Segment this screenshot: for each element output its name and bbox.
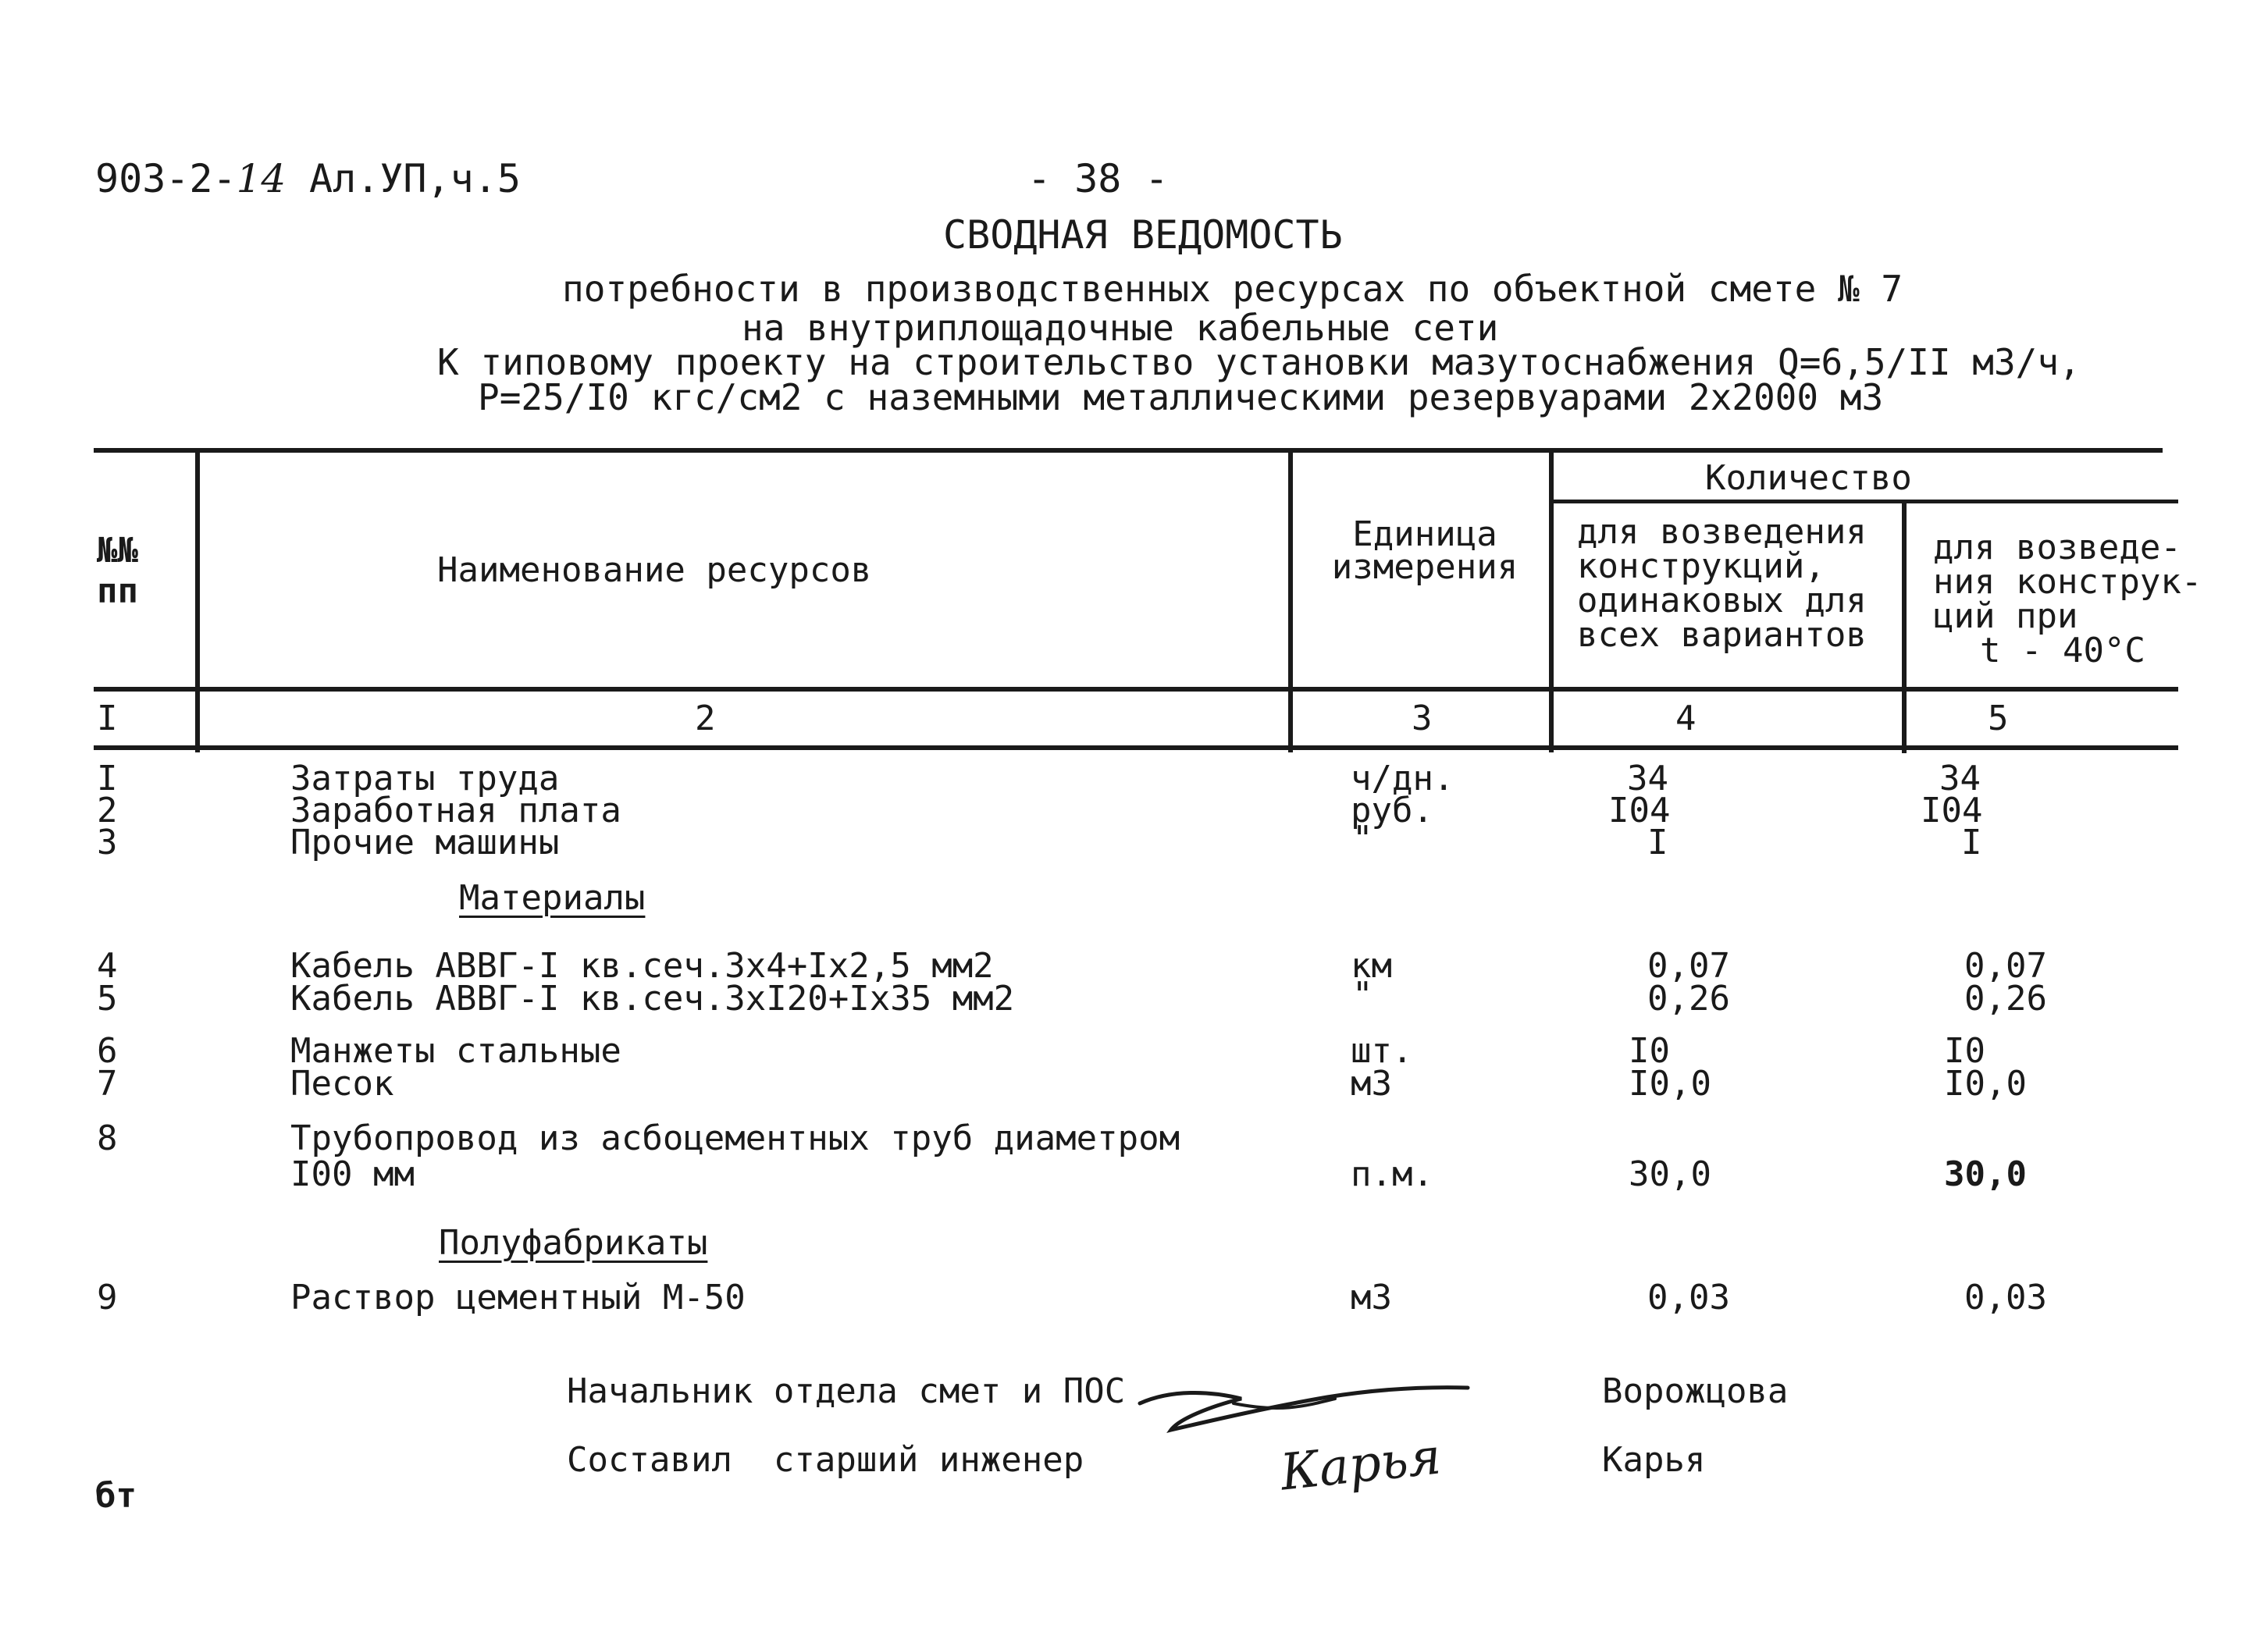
- row-6-number: 6: [97, 1031, 118, 1071]
- row-6-qty5: I0: [1944, 1031, 1985, 1071]
- row-5-qty4: 0,26: [1647, 979, 1730, 1019]
- header-bottom-rule: [94, 687, 2178, 692]
- row-5-qty5: 0,26: [1964, 979, 2047, 1019]
- footer-mark: бт: [95, 1476, 137, 1516]
- row-8-qty4: 30,0: [1629, 1154, 1711, 1194]
- column-number-1: I: [97, 699, 118, 738]
- row-2-qty4: I04: [1608, 791, 1671, 830]
- row-5-number: 5: [97, 979, 118, 1019]
- row-1-number: I: [97, 759, 118, 798]
- vline-2: [1288, 448, 1293, 752]
- row-4-name: Кабель АВВГ-I кв.сеч.3х4+Iх2,5 мм2: [290, 946, 994, 986]
- row-7-qty5: I0,0: [1944, 1064, 2027, 1104]
- row-8-number: 8: [97, 1118, 118, 1158]
- author-title: Составил старший инженер: [567, 1440, 1084, 1480]
- header-quantity-common: для возведения конструкций, одинаковых для всех вариантов: [1577, 512, 1867, 655]
- row-2-unit: руб.: [1351, 791, 1433, 830]
- document-code-handwritten: 14: [236, 156, 287, 201]
- album-label: Ал.УП,ч.5: [309, 156, 521, 201]
- document-code: [95, 156, 287, 201]
- table-top-rule: [94, 448, 2163, 453]
- row-9-qty4: 0,03: [1647, 1278, 1730, 1318]
- page-number: - 38 -: [1027, 156, 1169, 201]
- row-1-qty5: 34: [1939, 759, 1981, 798]
- row-8-name: Трубопровод из асбоцементных труб диаметром I00 мм: [290, 1118, 1180, 1194]
- row-8-qty5: 30,0: [1944, 1154, 2027, 1194]
- column-number-3: 3: [1412, 699, 1433, 738]
- quantity-group-rule: [1554, 500, 2178, 503]
- header-quantity-cold: для возведе- ния конструк- ций при t - 40°C: [1933, 528, 2202, 670]
- row-3-qty4: I: [1647, 823, 1668, 862]
- row-6-name: Манжеты стальные: [290, 1031, 621, 1071]
- row-4-qty5: 0,07: [1964, 946, 2047, 986]
- document-code-prefix: 903-2-: [95, 156, 237, 201]
- column-number-2: 2: [695, 699, 716, 738]
- row-9-qty5: 0,03: [1964, 1278, 2047, 1318]
- row-3-name: Прочие машины: [290, 823, 560, 862]
- row-2-number: 2: [97, 791, 118, 830]
- row-9-number: 9: [97, 1278, 118, 1318]
- row-3-number: 3: [97, 823, 118, 862]
- row-1-unit: ч/дн.: [1351, 759, 1454, 798]
- title-line-3: на внутриплощадочные кабельные сети: [742, 307, 1499, 349]
- title-line-4: К типовому проекту на строительство установки мазутоснабжения Q=6,5/II м3/ч,: [437, 341, 2081, 383]
- row-9-unit: м3: [1351, 1278, 1392, 1318]
- row-1-name: Затраты труда: [290, 759, 560, 798]
- header-name-column: Наименование ресурсов: [437, 550, 872, 590]
- title-line-5: P=25/I0 кгс/см2 с наземными металлическими резервуарами 2х2000 м3: [478, 376, 1884, 418]
- row-5-unit: ": [1352, 975, 1373, 1015]
- vline-1: [195, 448, 200, 752]
- author-signature: Карья: [1277, 1428, 1444, 1502]
- chief-title: Начальник отдела смет и ПОС: [567, 1371, 1126, 1411]
- row-2-qty5: I04: [1921, 791, 1983, 830]
- row-9-name: Раствор цементный М-50: [290, 1278, 746, 1318]
- row-7-name: Песок: [290, 1064, 394, 1104]
- row-4-unit: км: [1351, 946, 1392, 986]
- vline-4: [1902, 503, 1907, 753]
- row-5-name: Кабель АВВГ-I кв.сеч.3хI20+Iх35 мм2: [290, 979, 1015, 1019]
- row-4-qty4: 0,07: [1647, 946, 1730, 986]
- header-quantity-group: Количество: [1705, 458, 1912, 498]
- chief-name: Ворожцова: [1602, 1371, 1789, 1411]
- title-line-1: СВОДНАЯ ВЕДОМОСТЬ: [943, 212, 1343, 258]
- row-3-qty5: I: [1961, 823, 1982, 862]
- row-7-qty4: I0,0: [1629, 1064, 1711, 1104]
- row-4-number: 4: [97, 946, 118, 986]
- section-semi-products: Полуфабрикаты: [439, 1223, 708, 1263]
- row-7-unit: м3: [1351, 1064, 1392, 1104]
- author-name: Карья: [1602, 1440, 1706, 1480]
- title-line-2: потребности в производственных ресурсах по объектной смете № 7: [562, 268, 1903, 310]
- row-1-qty4: 34: [1627, 759, 1668, 798]
- row-8-unit: п.м.: [1351, 1154, 1433, 1194]
- row-3-unit: ": [1352, 819, 1373, 859]
- column-number-4: 4: [1675, 699, 1697, 738]
- row-6-qty4: I0: [1629, 1031, 1670, 1071]
- row-6-unit: шт.: [1351, 1031, 1413, 1071]
- vline-3: [1549, 448, 1554, 752]
- header-number-column: №№ пп: [97, 531, 138, 611]
- header-unit-column: Единица измерения: [1331, 514, 1519, 587]
- column-number-5: 5: [1988, 699, 2009, 738]
- section-materials: Материалы: [459, 878, 646, 918]
- row-2-name: Заработная плата: [290, 791, 621, 830]
- column-numbers-rule: [94, 745, 2178, 750]
- row-7-number: 7: [97, 1064, 118, 1104]
